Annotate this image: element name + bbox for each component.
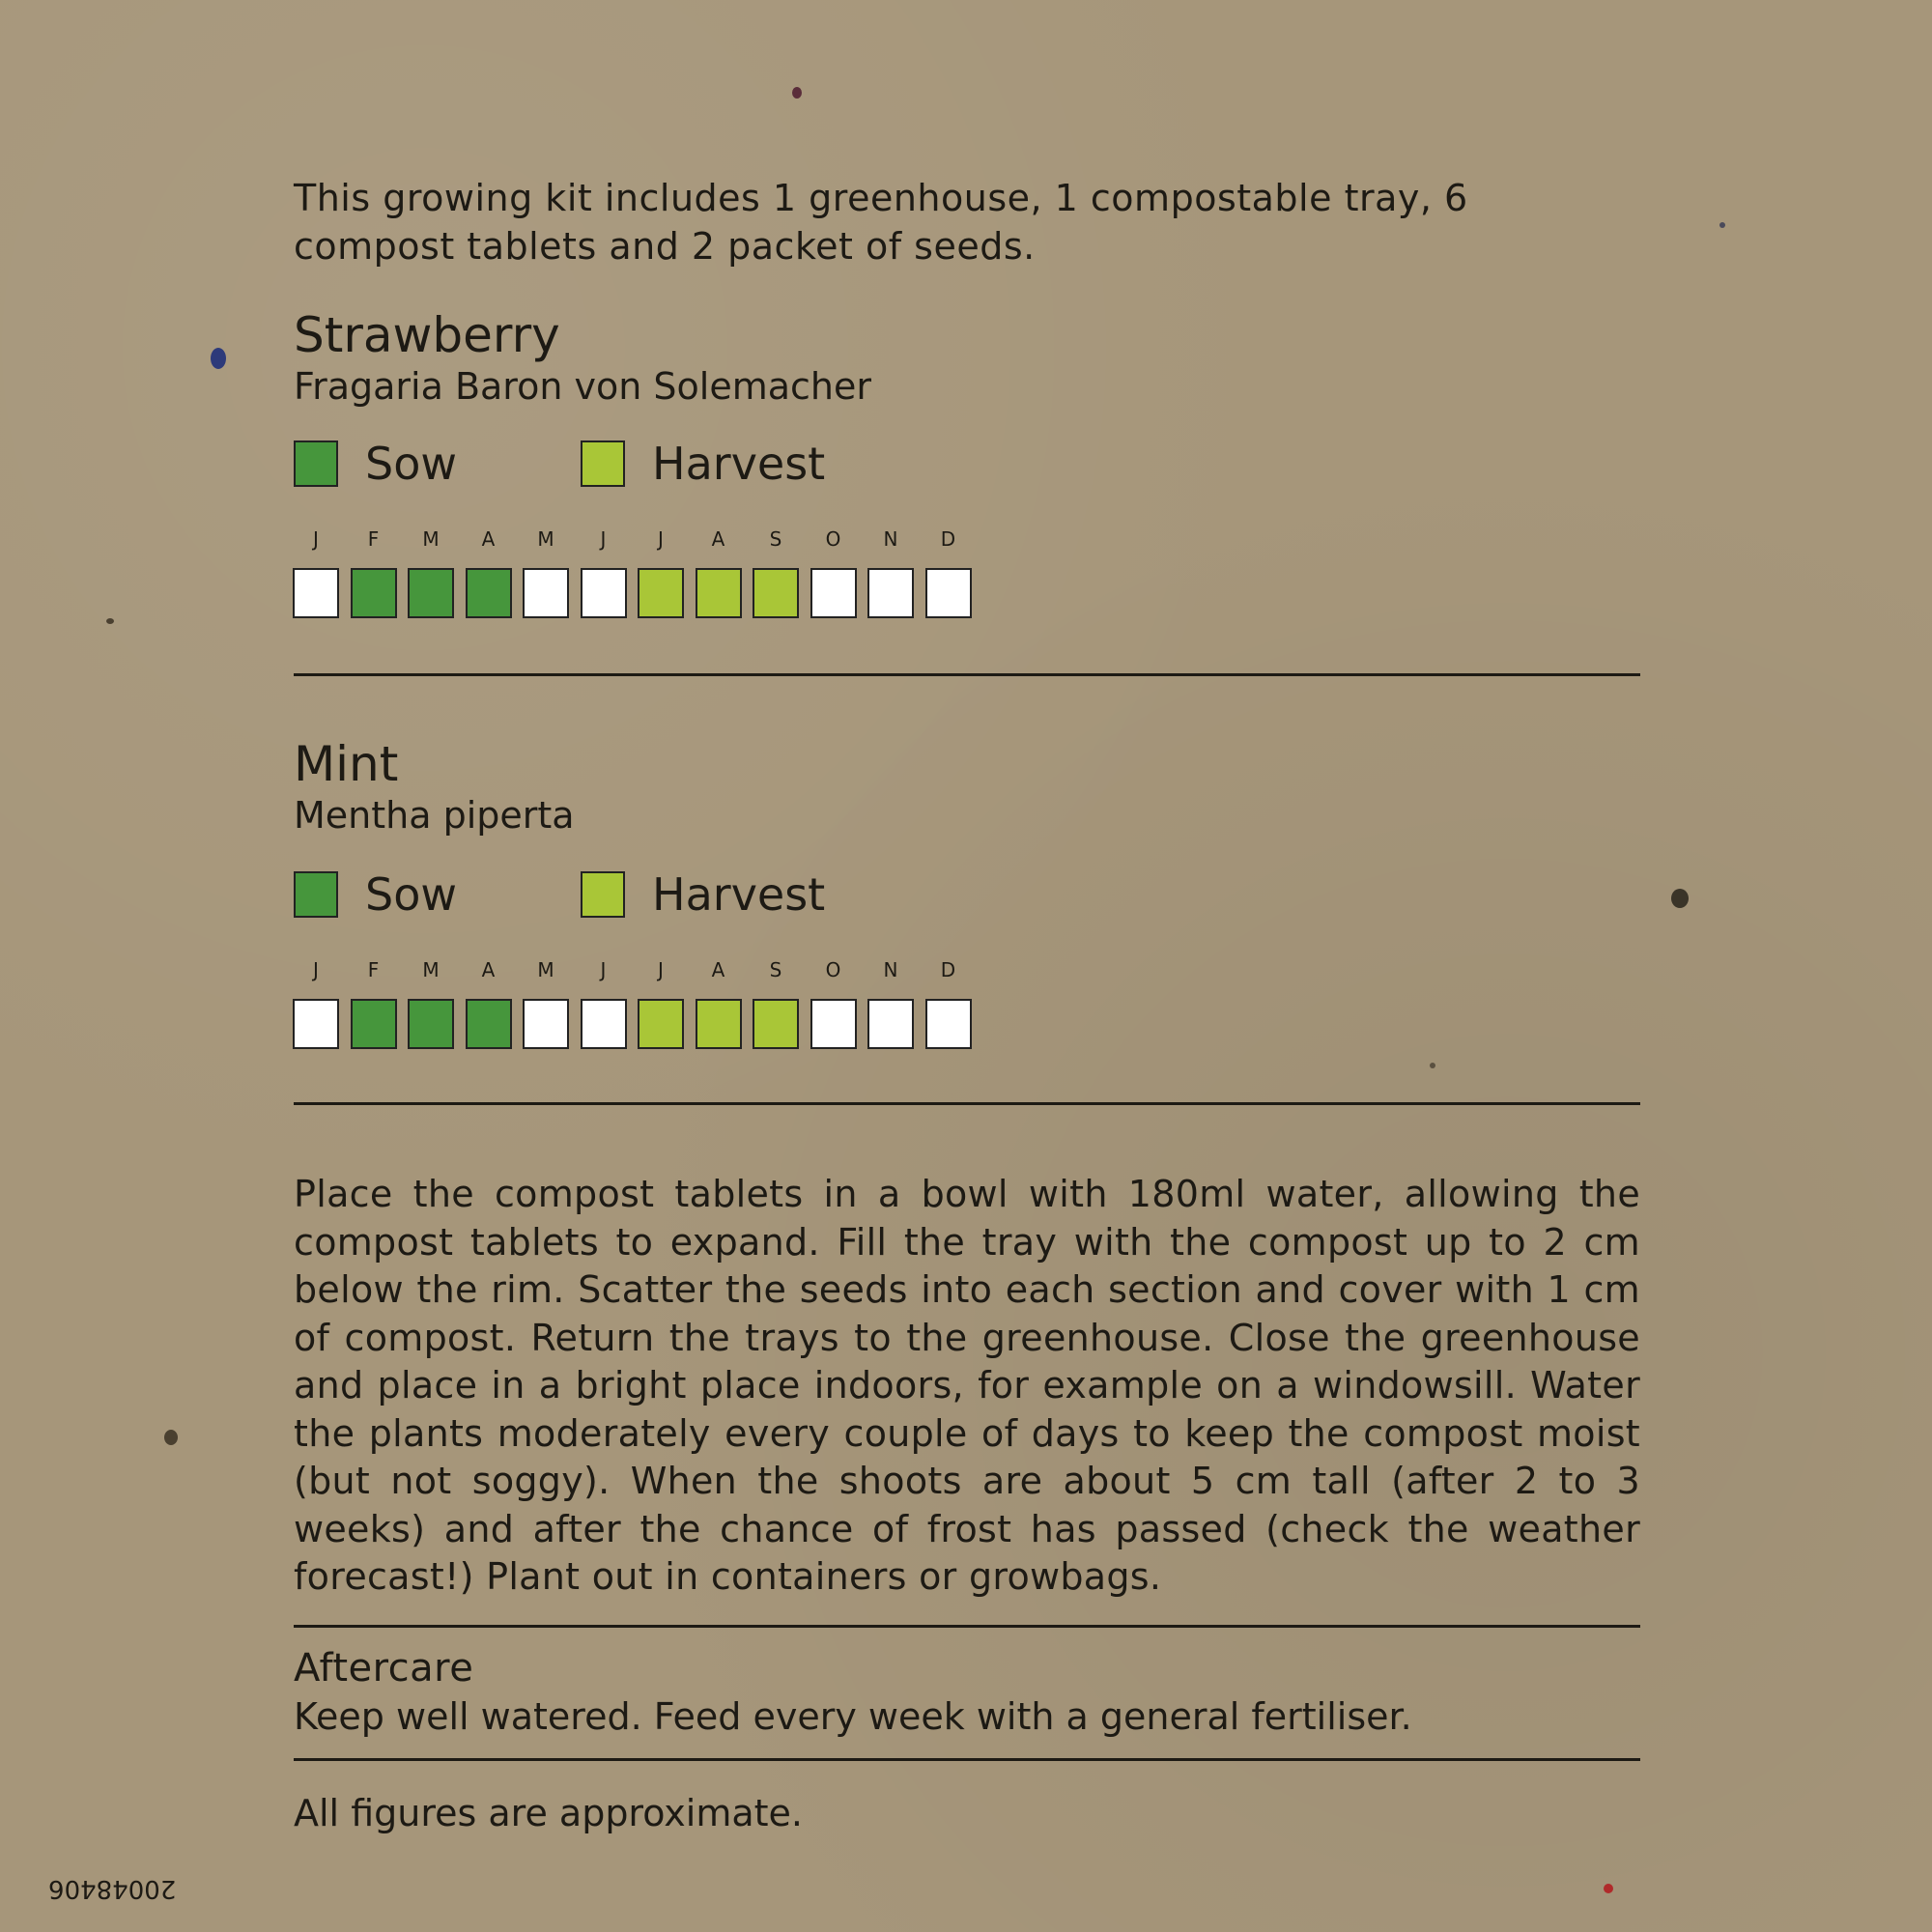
month-box-sow: [466, 999, 512, 1049]
month-box-sow: [408, 568, 454, 618]
month-letter: D: [940, 958, 956, 981]
month-box-harvest: [638, 999, 684, 1049]
month-box-sow: [351, 568, 397, 618]
month-column: [467, 527, 511, 618]
month-box-harvest: [753, 999, 799, 1049]
product-code: 20048406: [48, 1874, 177, 1903]
month-letter: O: [825, 958, 841, 981]
legend-sow-label: Sow: [365, 438, 457, 490]
month-letter: A: [481, 527, 496, 551]
legend-harvest-label: Harvest: [652, 438, 826, 490]
month-column: [467, 958, 511, 1049]
month-letter: M: [422, 527, 440, 551]
month-letter: F: [367, 527, 380, 551]
divider: [294, 1102, 1640, 1105]
month-letter: A: [481, 958, 496, 981]
legend-sow-label: Sow: [365, 868, 457, 921]
harvest-swatch: [581, 440, 625, 487]
month-column: [409, 527, 453, 618]
paper-speck: [1430, 1063, 1435, 1068]
month-box-none: [523, 568, 569, 618]
month-column: [868, 527, 913, 618]
month-column: [811, 527, 856, 618]
month-column: [811, 958, 856, 1049]
month-letter: N: [883, 958, 898, 981]
month-letter: M: [537, 958, 554, 981]
month-box-none: [810, 999, 857, 1049]
month-box-none: [925, 568, 972, 618]
month-column: [524, 958, 568, 1049]
month-letter: M: [422, 958, 440, 981]
legend-sow: [294, 438, 581, 490]
month-letter: J: [313, 958, 319, 981]
month-column: [524, 527, 568, 618]
month-column: [294, 527, 338, 618]
sow-swatch: [294, 440, 338, 487]
month-column: [639, 527, 683, 618]
month-column: [352, 527, 396, 618]
divider: [294, 1625, 1640, 1628]
legend-sow: [294, 868, 581, 921]
month-box-sow: [466, 568, 512, 618]
month-column: [696, 527, 741, 618]
month-box-harvest: [753, 568, 799, 618]
legend: [294, 869, 825, 920]
sowing-instructions: Place the compost tablets in a bowl with 180ml water, allowing the compost tablets to expand. Fill the tray with the compost up to 2 cm below the rim. Scatter the seeds into each section and cover with 1 cm of compost. Return the trays to the greenhouse. Close the greenhouse and place in a bright place indoors, for example on a windowsill. Water the plants moderately every couple of days to keep the compost moist (but not soggy). When the shoots are about 5 cm tall (after 2 to 3 weeks) and after the chance of frost has passed (check the weather forecast!) Plant out in containers or growbags.: [294, 1173, 1640, 1598]
month-column: [753, 527, 798, 618]
plant-name: Strawberry: [294, 307, 560, 363]
legend: [294, 439, 825, 489]
month-box-none: [293, 999, 339, 1049]
month-letter: F: [367, 958, 380, 981]
paper-speck: [1604, 1884, 1613, 1893]
plant-section-mint: [294, 736, 1640, 838]
month-column: [352, 958, 396, 1049]
month-box-harvest: [696, 568, 742, 618]
plant-section-strawberry: [294, 307, 1640, 410]
month-column: [926, 958, 971, 1049]
month-box-sow: [351, 999, 397, 1049]
aftercare-heading: Aftercare: [294, 1646, 474, 1690]
month-letter: S: [769, 958, 782, 981]
month-box-none: [293, 568, 339, 618]
month-letter: D: [940, 527, 956, 551]
month-box-none: [867, 999, 914, 1049]
plant-latin-name: Fragaria Baron von Solemacher: [294, 365, 871, 408]
month-letter: J: [658, 527, 664, 551]
month-letter: A: [711, 958, 725, 981]
month-calendar: [294, 527, 983, 618]
plant-name: Mint: [294, 736, 399, 792]
month-letter: N: [883, 527, 898, 551]
month-column: [753, 958, 798, 1049]
paper-speck: [211, 348, 226, 369]
month-letter: S: [769, 527, 782, 551]
month-letter: J: [600, 527, 607, 551]
month-column: [582, 958, 626, 1049]
month-box-none: [523, 999, 569, 1049]
paper-speck: [164, 1430, 178, 1445]
harvest-swatch: [581, 871, 625, 918]
aftercare-text: Keep well watered. Feed every week with a general fertiliser.: [294, 1695, 1412, 1738]
legend-harvest: [581, 868, 825, 921]
divider: [294, 673, 1640, 676]
month-box-none: [810, 568, 857, 618]
plant-latin-name: Mentha piperta: [294, 794, 575, 837]
month-column: [639, 958, 683, 1049]
month-column: [582, 527, 626, 618]
month-column: [868, 958, 913, 1049]
paper-speck: [106, 618, 114, 624]
month-column: [696, 958, 741, 1049]
kit-contents-text: This growing kit includes 1 greenhouse, 1 compostable tray, 6 compost tablets and 2 packet of seeds.: [294, 177, 1468, 268]
sow-swatch: [294, 871, 338, 918]
month-column: [926, 527, 971, 618]
month-letter: J: [313, 527, 319, 551]
month-box-none: [867, 568, 914, 618]
month-box-harvest: [638, 568, 684, 618]
month-calendar: [294, 958, 983, 1049]
legend-harvest-label: Harvest: [652, 868, 826, 921]
footnote: All figures are approximate.: [294, 1792, 804, 1834]
month-box-none: [925, 999, 972, 1049]
paper-speck: [792, 87, 802, 99]
paper-speck: [1671, 889, 1689, 908]
divider: [294, 1758, 1640, 1761]
month-box-sow: [408, 999, 454, 1049]
month-letter: J: [658, 958, 664, 981]
month-letter: M: [537, 527, 554, 551]
month-letter: A: [711, 527, 725, 551]
month-column: [294, 958, 338, 1049]
month-column: [409, 958, 453, 1049]
month-letter: J: [600, 958, 607, 981]
paper-speck: [1719, 222, 1725, 228]
month-box-harvest: [696, 999, 742, 1049]
month-letter: O: [825, 527, 841, 551]
month-box-none: [581, 568, 627, 618]
month-box-none: [581, 999, 627, 1049]
legend-harvest: [581, 438, 825, 490]
